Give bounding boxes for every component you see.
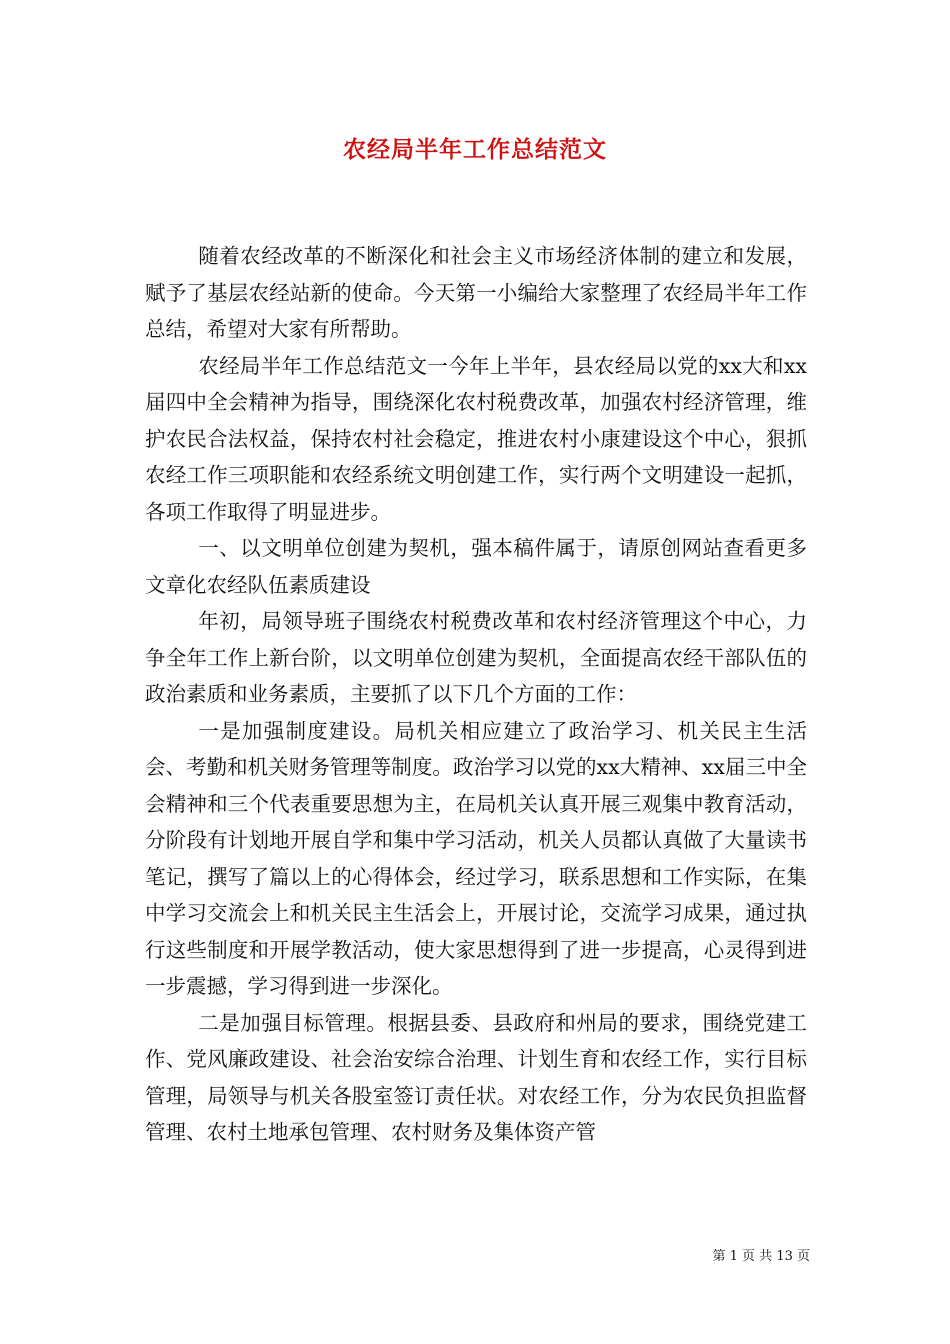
document-title: 农经局半年工作总结范文: [343, 136, 607, 163]
paragraph-early-year: 年初，局领导班子围绕农村税费改革和农村经济管理这个中心，力争全年工作上新台阶，以文明单位创建为契机，全面提高农经干部队伍的政治素质和业务素质，主要抓了以下几个方面的工作：: [145, 609, 807, 706]
paragraph-section-heading: 一、以文明单位创建为契机，强本稿件属于，请原创网站查看更多文章化农经队伍素质建设: [145, 536, 807, 597]
paragraph-target-management: 二是加强目标管理。根据县委、县政府和州局的要求，围绕党建工作、党风廉政建设、社会治安综合治理、计划生育和农经工作，实行目标管理，局领导与机关各股室签订责任状。对农经工作，分为农民负担监督管理、农村土地承包管理、农村财务及集体资产管: [145, 1010, 807, 1144]
paragraph-summary: 农经局半年工作总结范文一今年上半年，县农经局以党的xx大和xx届四中全会精神为指导，围绕深化农村税费改革，加强农村经济管理，维护农民合法权益，保持农村社会稳定，推进农村小康建设这个中心，狠抓农经工作三项职能和农经系统文明创建工作，实行两个文明建设一起抓，各项工作取得了明显进步。: [145, 353, 807, 524]
paragraph-intro: 随着农经改革的不断深化和社会主义市场经济体制的建立和发展，赋予了基层农经站新的使命。今天第一小编给大家整理了农经局半年工作总结，希望对大家有所帮助。: [145, 244, 807, 341]
paragraph-system-building: 一是加强制度建设。局机关相应建立了政治学习、机关民主生活会、考勤和机关财务管理等制度。政治学习以党的xx大精神、xx届三中全会精神和三个代表重要思想为主，在局机关认真开展三观集中教育活动，分阶段有计划地开展自学和集中学习活动，机关人员都认真做了大量读书笔记，撰写了篇以上的心得体会，经过学习，联系思想和工作实际，在集中学习交流会上和机关民主生活会上，开展讨论，交流学习成果，通过执行这些制度和开展学教活动，使大家思想得到了进一步提高，心灵得到进一步震撼，学习得到进一步深化。: [145, 718, 807, 998]
page-number-footer: 第 1 页 共 13 页: [712, 1249, 810, 1264]
document-body: [145, 238, 807, 1151]
